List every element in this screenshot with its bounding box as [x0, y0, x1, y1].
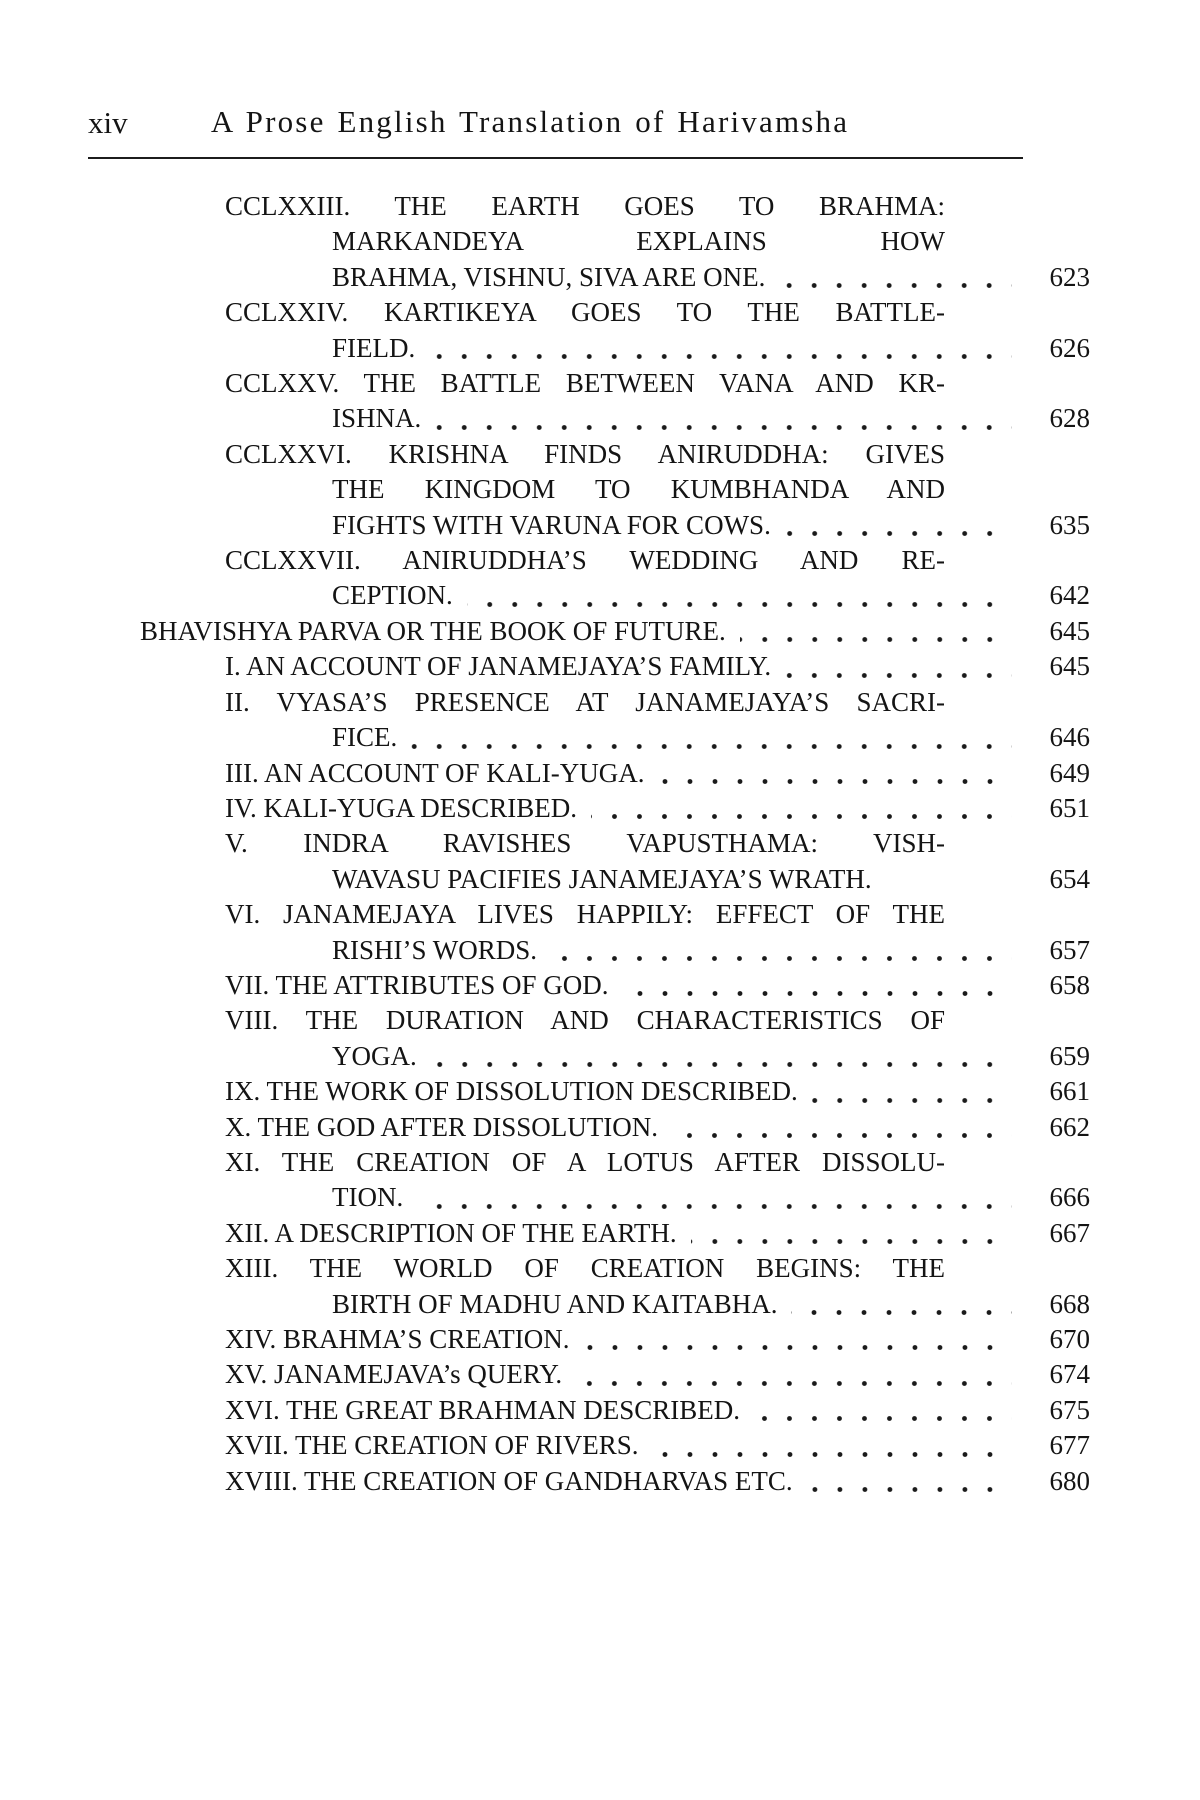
dot-leader — [467, 578, 1012, 613]
toc-entry-line — [88, 1393, 1090, 1428]
toc-entry-text: XVI. THE GREAT BRAHMAN DESCRIBED. — [225, 1394, 741, 1425]
toc-page-number: 661 — [1049, 1076, 1090, 1107]
toc-entry-line — [88, 791, 1090, 826]
toc-entry — [88, 1216, 1090, 1251]
toc-entry-text: IV. KALI-YUGA DESCRIBED. — [225, 792, 578, 823]
toc-entry-text: XVIII. THE CREATION OF GANDHARVAS ETC. — [225, 1465, 793, 1496]
toc-page-number: 667 — [1049, 1217, 1090, 1248]
toc-entry-line — [88, 260, 1090, 295]
toc-entry-text: TION. — [332, 1182, 404, 1213]
toc-entry-line: VIII. THE DURATION AND CHARACTERISTICS OF — [225, 1005, 945, 1036]
toc-entry — [88, 543, 1090, 614]
toc-entry-line: VI. JANAMEJAYA LIVES HAPPILY: EFFECT OF THE — [225, 899, 945, 930]
toc-entry-text: ISHNA. — [332, 403, 422, 434]
toc-entry — [88, 1074, 1090, 1109]
toc-entry-line — [88, 933, 1090, 968]
toc-page-number: 635 — [1049, 509, 1090, 540]
dot-leader — [886, 862, 1012, 897]
toc-entry-line: MARKANDEYA EXPLAINS HOW — [332, 226, 945, 257]
toc-entry-line — [88, 578, 1090, 613]
toc-entry-line — [88, 1357, 1090, 1392]
dot-leader — [754, 1393, 1012, 1428]
toc-entry — [88, 649, 1090, 684]
dot-leader — [653, 1428, 1012, 1463]
toc-entry-line: II. VYASA’S PRESENCE AT JANAMEJAYA’S SACRI- — [225, 686, 945, 717]
toc-page-number: 626 — [1049, 332, 1090, 363]
toc-entry — [88, 1003, 1090, 1074]
toc-entry-text: RISHI’S WORDS. — [332, 934, 538, 965]
toc-page-number: 654 — [1049, 863, 1090, 894]
toc-entry-line — [88, 1464, 1090, 1499]
toc-entry-line — [88, 331, 1090, 366]
toc-entry-line: XIII. THE WORLD OF CREATION BEGINS: THE — [225, 1253, 945, 1284]
dot-leader — [429, 331, 1012, 366]
toc-page-number: 666 — [1049, 1182, 1090, 1213]
toc-entry-line: XI. THE CREATION OF A LOTUS AFTER DISSOLU- — [225, 1146, 945, 1177]
toc-entry-line: CCLXXV. THE BATTLE BETWEEN VANA AND KR- — [225, 368, 945, 399]
dot-leader — [435, 401, 1012, 436]
dot-leader — [591, 791, 1012, 826]
dot-leader — [785, 649, 1012, 684]
toc-page-number: 651 — [1049, 792, 1090, 823]
dot-leader — [779, 260, 1012, 295]
header-rule — [88, 157, 1023, 159]
toc-page-number: 675 — [1049, 1394, 1090, 1425]
toc-entry-text: BRAHMA, VISHNU, SIVA ARE ONE. — [332, 261, 766, 292]
toc-entry — [88, 1357, 1090, 1392]
toc-entry-text: FIGHTS WITH VARUNA FOR COWS. — [332, 509, 771, 540]
toc-page-number: 662 — [1049, 1111, 1090, 1142]
toc-entry — [88, 366, 1090, 437]
dot-leader — [584, 1322, 1012, 1357]
toc-entry-text: BHAVISHYA PARVA OR THE BOOK OF FUTURE. — [140, 615, 726, 646]
toc-page-number: 677 — [1049, 1430, 1090, 1461]
toc-page-number: 680 — [1049, 1465, 1090, 1496]
toc-entry-line — [88, 862, 1090, 897]
dot-leader — [411, 720, 1012, 755]
toc-entry-text: XV. JANAMEJAVA’s QUERY. — [225, 1359, 563, 1390]
toc-page-number: 628 — [1049, 403, 1090, 434]
toc-entry-text: BIRTH OF MADHU AND KAITABHA. — [332, 1288, 778, 1319]
dot-leader — [807, 1464, 1012, 1499]
toc-entry-text: X. THE GOD AFTER DISSOLUTION. — [225, 1111, 659, 1142]
toc-entry — [88, 1145, 1090, 1216]
toc-page-number: 646 — [1049, 722, 1090, 753]
toc-entry-line: CCLXXVII. ANIRUDDHA’S WEDDING AND RE- — [225, 545, 945, 576]
toc-entry-line: THE KINGDOM TO KUMBHANDA AND — [332, 474, 945, 505]
toc-entry — [88, 1322, 1090, 1357]
toc-entry — [88, 295, 1090, 366]
toc-entry-text: FIELD. — [332, 332, 416, 363]
toc-entry-text: III. AN ACCOUNT OF KALI-YUGA. — [225, 757, 645, 788]
toc-page-number: 642 — [1049, 580, 1090, 611]
toc-entry — [88, 1464, 1090, 1499]
toc-entry-line — [88, 1322, 1090, 1357]
toc-entry-text: XII. A DESCRIPTION OF THE EARTH. — [225, 1217, 677, 1248]
toc-entry-line — [88, 1428, 1090, 1463]
toc-entry-text: IX. THE WORK OF DISSOLUTION DESCRIBED. — [225, 1076, 798, 1107]
toc-entry-text: XVII. THE CREATION OF RIVERS. — [225, 1430, 639, 1461]
toc-entry — [88, 1110, 1090, 1145]
toc-entry — [88, 189, 1090, 295]
toc-page-number: 659 — [1049, 1040, 1090, 1071]
toc-entry-text: VII. THE ATTRIBUTES OF GOD. — [225, 969, 609, 1000]
toc-entry-line — [88, 401, 1090, 436]
folio-page-number: xiv — [88, 105, 128, 140]
toc-page-number: 670 — [1049, 1324, 1090, 1354]
toc-entry-line — [88, 649, 1090, 684]
dot-leader — [623, 968, 1013, 1003]
dot-leader — [740, 614, 1012, 649]
toc-page-number: 623 — [1049, 261, 1090, 292]
dot-leader — [785, 508, 1012, 543]
toc-page-number: 674 — [1049, 1359, 1090, 1390]
toc-page-number: 649 — [1049, 757, 1090, 788]
dot-leader — [431, 1039, 1012, 1074]
toc-entry — [88, 1393, 1090, 1428]
toc-entry — [88, 437, 1090, 543]
toc-entry-line — [88, 1074, 1090, 1109]
toc-entry — [88, 1428, 1090, 1463]
toc-page-number: 657 — [1049, 934, 1090, 965]
dot-leader — [417, 1180, 1012, 1215]
toc-entry-line — [88, 720, 1090, 755]
dot-leader — [791, 1287, 1012, 1322]
toc-entry — [88, 1251, 1090, 1322]
toc-entry — [88, 756, 1090, 791]
toc-entry-line — [88, 1287, 1090, 1322]
toc-entry-line — [88, 1216, 1090, 1251]
toc-page-number: 668 — [1049, 1288, 1090, 1319]
toc-entry — [88, 791, 1090, 826]
running-title: A Prose English Translation of Harivamsha — [210, 104, 850, 139]
dot-leader — [659, 756, 1013, 791]
toc-entry-line — [88, 1180, 1090, 1215]
toc-entry-line — [88, 1110, 1090, 1145]
dot-leader — [576, 1357, 1012, 1392]
toc-page-number: 645 — [1049, 651, 1090, 682]
toc-entry-line — [88, 614, 1090, 649]
toc-entry-line: V. INDRA RAVISHES VAPUSTHAMA: VISH- — [225, 828, 945, 859]
toc-entry-text: FICE. — [332, 722, 398, 753]
toc-entry-line: CCLXXIV. KARTIKEYA GOES TO THE BATTLE- — [225, 297, 945, 328]
toc-entry-line: CCLXXVI. KRISHNA FINDS ANIRUDDHA: GIVES — [225, 438, 945, 469]
toc-entry — [88, 614, 1090, 649]
toc-entry-line: CCLXXIII. THE EARTH GOES TO BRAHMA: — [225, 191, 945, 221]
toc-entry-text: WAVASU PACIFIES JANAMEJAYA’S WRATH. — [332, 863, 872, 894]
dot-leader — [672, 1110, 1012, 1145]
toc-entry-line — [88, 1039, 1090, 1074]
toc-entry — [88, 897, 1090, 968]
toc-entry-text: XIV. BRAHMA’S CREATION. — [225, 1324, 570, 1354]
toc-entry-line — [88, 968, 1090, 1003]
toc-page-number: 658 — [1049, 969, 1090, 1000]
toc-entry — [88, 968, 1090, 1003]
toc-entry-line — [88, 756, 1090, 791]
running-header — [88, 100, 1090, 148]
toc-entry-text: YOGA. — [332, 1040, 417, 1071]
toc-entry — [88, 826, 1090, 897]
toc-entry-text: I. AN ACCOUNT OF JANAMEJAYA’S FAMILY. — [225, 651, 772, 682]
toc-entry-text: CEPTION. — [332, 580, 453, 611]
toc-entry-line — [88, 508, 1090, 543]
dot-leader — [812, 1074, 1012, 1109]
table-of-contents — [88, 189, 1090, 1499]
dot-leader — [551, 933, 1012, 968]
toc-page-number: 645 — [1049, 615, 1090, 646]
dot-leader — [691, 1216, 1012, 1251]
toc-entry — [88, 685, 1090, 756]
